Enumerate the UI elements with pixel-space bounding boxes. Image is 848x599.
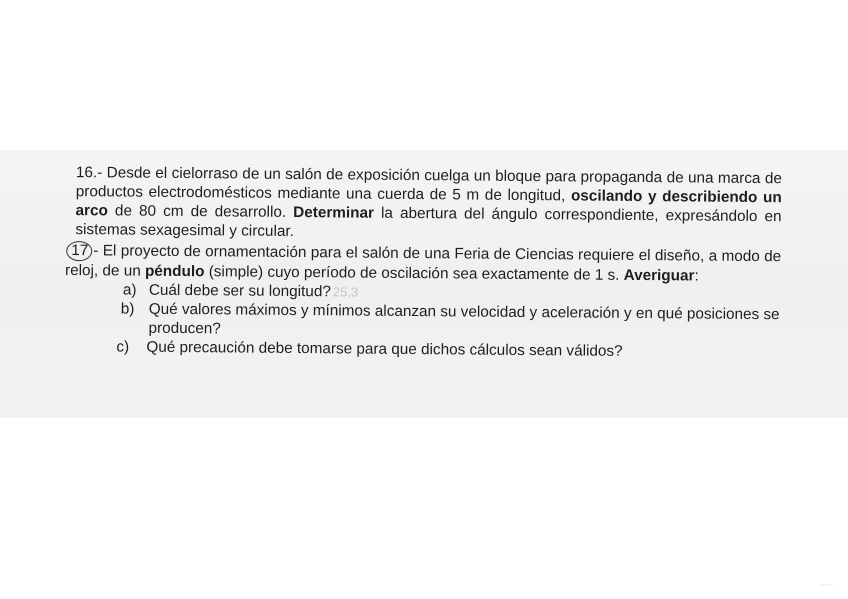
- problem-17-text-1: El proyecto de ornamentación para el salón de una Feria de Ciencias requiere el diseño, a modo de reloj, de un: [64, 242, 782, 280]
- subquestion-b-text: Qué valores máximos y mínimos alcanzan su velocidad y aceleración y en qué posiciones se producen?: [148, 300, 780, 338]
- problem-17-subquestions: [64, 280, 781, 362]
- problem-16-number: 16: [75, 164, 94, 182]
- problem-16-text-3: la abertura del ángulo correspondiente, expresándolo en sistemas sexagesimal y circular.: [75, 204, 782, 240]
- problem-17-text-3: :: [694, 267, 699, 285]
- problem-17-text-2: (simple) cuyo período de oscilación sea exactamente de 1 s.: [204, 263, 624, 284]
- subquestion-a-text: Cuál debe ser su longitud?: [148, 281, 331, 301]
- subquestion-a-marker: a): [122, 281, 137, 299]
- subquestion-c-marker: c): [116, 338, 130, 356]
- problem-16-separator: .-: [92, 164, 107, 182]
- problem-16-task-word: Determinar: [293, 203, 375, 222]
- problem-16: [65, 163, 782, 245]
- problem-16-text-2: de 80 cm de desarrollo.: [107, 202, 294, 221]
- scan-corner-mark: ⋯⋯: [820, 583, 834, 589]
- document-body: [64, 163, 782, 362]
- subquestion-c-text: Qué precaución debe tomarse para que dichos cálculos sean válidos?: [146, 338, 623, 360]
- subquestion-b: [64, 299, 780, 343]
- problem-17-separator: -: [93, 242, 103, 260]
- problem-16-text-1: Desde el cielorraso de un salón de exposición cuelga un bloque para propaganda de una marca de productos electrodomésticos mediante una cuerda de 5 m de longitud,: [75, 164, 782, 205]
- problem-17-number-circled: 17: [66, 241, 92, 261]
- problem-17-task-word: Averiguar: [623, 266, 695, 285]
- problem-17-bold-word: péndulo: [144, 262, 205, 281]
- subquestion-b-marker: b): [120, 300, 135, 318]
- problem-16-bold-phrase: oscilando y describiendo un arco: [75, 187, 782, 220]
- handwritten-annotation: 25,3: [332, 284, 359, 300]
- problem-17: [65, 241, 781, 286]
